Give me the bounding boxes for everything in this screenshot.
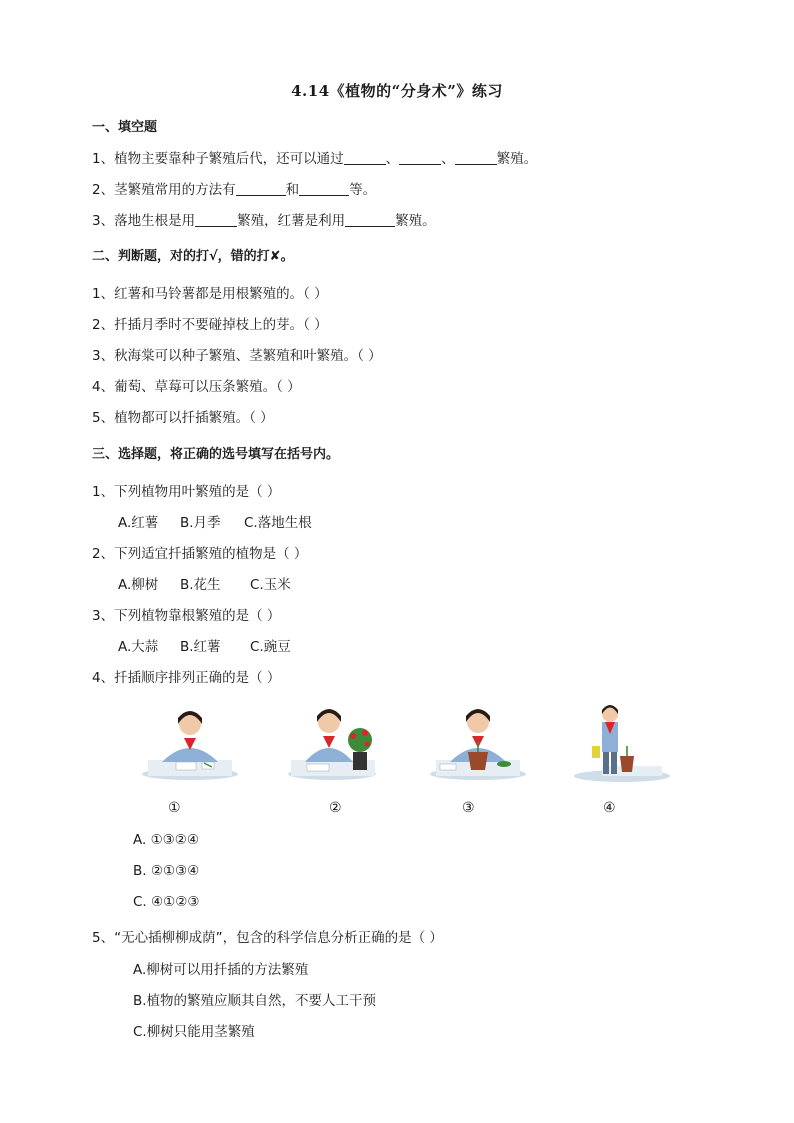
answer-blank[interactable] (399, 150, 441, 165)
choice-question-3: 3、下列植物靠根繁殖的是（ ） (92, 608, 281, 624)
choice-4-option-b[interactable]: B. ②①③④ (133, 863, 200, 879)
fill-question-1: 1、植物主要靠种子繁殖后代，还可以通过 、 、 繁殖。 (92, 151, 538, 167)
choice-5-option-a[interactable]: A.柳树可以用扦插的方法繁殖 (133, 962, 309, 978)
cutting-step-photo-4 (572, 700, 672, 784)
fill-question-2: 2、茎繁殖常用的方法有 和 等。 (92, 182, 377, 198)
answer-blank[interactable] (455, 150, 497, 165)
choice-2-option-b[interactable]: B.花生 (180, 577, 221, 593)
choice-4-option-c[interactable]: C. ④①②③ (133, 894, 200, 910)
choice-3-option-b[interactable]: B.红薯 (180, 639, 221, 655)
cutting-step-photo-1 (140, 700, 240, 784)
answer-blank[interactable] (236, 181, 286, 196)
cutting-step-photo-2 (287, 700, 387, 784)
choice-question-5: 5、“无心插柳柳成荫”，包含的科学信息分析正确的是（ ） (92, 930, 443, 946)
choice-question-1: 1、下列植物用叶繁殖的是（ ） (92, 484, 281, 500)
cutting-step-photo-3 (428, 700, 528, 784)
choice-4-option-a[interactable]: A. ①③②④ (133, 832, 199, 848)
choice-2-option-a[interactable]: A.柳树 (118, 577, 159, 593)
page-title: 4.14《植物的“分身术”》练习 (291, 82, 503, 100)
true-false-item-5: 5、植物都可以扦插繁殖。（ ） (92, 410, 274, 426)
section-true-false-heading: 二、判断题，对的打√，错的打✘。 (92, 249, 294, 264)
step-label-4: ④ (603, 800, 616, 816)
true-false-item-1: 1、红薯和马铃薯都是用根繁殖的。（ ） (92, 286, 328, 302)
choice-5-option-b[interactable]: B.植物的繁殖应顺其自然，不要人工干预 (133, 993, 377, 1009)
section-choice-heading: 三、选择题，将正确的选号填写在括号内。 (92, 447, 340, 462)
answer-blank[interactable] (195, 212, 237, 227)
step-label-1: ① (168, 800, 181, 816)
choice-3-option-a[interactable]: A.大蒜 (118, 639, 159, 655)
choice-5-option-c[interactable]: C.柳树只能用茎繁殖 (133, 1024, 255, 1040)
true-false-item-3: 3、秋海棠可以种子繁殖、茎繁殖和叶繁殖。（ ） (92, 348, 382, 364)
choice-question-4: 4、扦插顺序排列正确的是（ ） (92, 670, 281, 686)
choice-2-option-c[interactable]: C.玉米 (250, 577, 291, 593)
true-false-item-4: 4、葡萄、草莓可以压条繁殖。（ ） (92, 379, 301, 395)
answer-blank[interactable] (345, 212, 395, 227)
step-label-3: ③ (462, 800, 475, 816)
answer-blank[interactable] (344, 150, 386, 165)
true-false-item-2: 2、扦插月季时不要碰掉枝上的芽。（ ） (92, 317, 328, 333)
fill-question-3: 3、落地生根是用 繁殖，红薯是利用 繁殖。 (92, 213, 436, 229)
choice-1-option-a[interactable]: A.红薯 (118, 515, 159, 531)
section-fill-blank-heading: 一、填空题 (92, 120, 158, 135)
choice-1-option-b[interactable]: B.月季 (180, 515, 221, 531)
choice-3-option-c[interactable]: C.豌豆 (250, 639, 291, 655)
choice-1-option-c[interactable]: C.落地生根 (244, 515, 312, 531)
step-label-2: ② (329, 800, 342, 816)
choice-question-2: 2、下列适宜扦插繁殖的植物是（ ） (92, 546, 308, 562)
answer-blank[interactable] (299, 181, 349, 196)
